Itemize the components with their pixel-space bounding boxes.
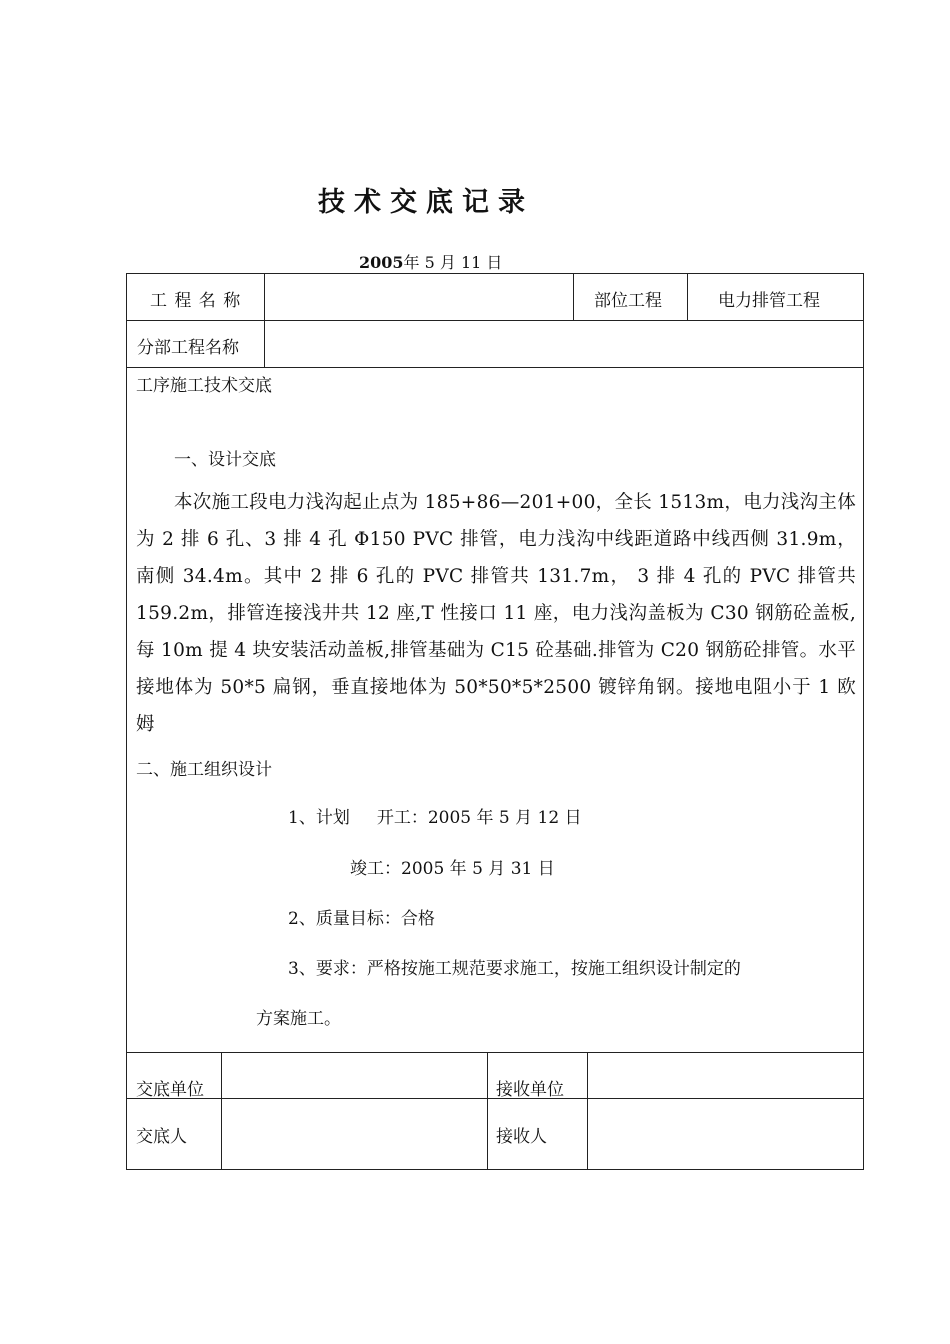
receiver-person-label: 接收人: [496, 1127, 547, 1147]
project-name-label: 工 程 名 称: [150, 291, 242, 311]
table-divider: [487, 1052, 488, 1169]
content-heading: 工序施工技术交底: [136, 376, 272, 396]
table-divider: [687, 273, 688, 320]
table-divider: [126, 1098, 864, 1099]
table-border-right: [863, 273, 864, 1170]
document-title: 技术交底记录: [318, 187, 534, 218]
subsection-label: 分部工程名称: [137, 338, 239, 358]
table-border-bottom: [126, 1169, 864, 1170]
document-date: [359, 250, 502, 273]
giver-person-label: 交底人: [136, 1127, 187, 1147]
table-border-left: [126, 273, 127, 1170]
org-heading: 二、施工组织设计: [136, 760, 272, 780]
table-divider: [573, 273, 574, 320]
table-divider: [126, 1052, 864, 1053]
table-divider: [221, 1052, 222, 1169]
design-heading: 一、设计交底: [174, 450, 276, 470]
section-value: 电力排管工程: [718, 291, 820, 311]
finish-line: 竣工：2005 年 5 月 31 日: [350, 859, 555, 879]
table-divider: [587, 1052, 588, 1169]
receiver-unit-label: 接收单位: [496, 1080, 564, 1100]
date-rest: 年 5 月 11 日: [403, 253, 503, 272]
quality-line: 2、质量目标：合格: [288, 909, 435, 929]
table-divider: [264, 273, 265, 368]
table-divider: [126, 320, 864, 321]
design-paragraph: 本次施工段电力浅沟起止点为 185+86—201+00，全长 1513m，电力浅沟主体为 2 排 6 孔、3 排 4 孔 Φ150 PVC 排管，电力浅沟中线距道路中线西侧 31.9m，南侧 34.4m。其中 2 排 6 孔的 PVC 排管共 131.7m， 3 排 4 孔的 PVC 排管共 159.2m，排管连接浅井共 12 座,T 性接口 11 座，电力浅沟盖板为 C30 钢筋砼盖板,每 10m 提 4 块安装活动盖板,排管基础为 C15 砼基础.排管为 C20 钢筋砼排管。水平接地体为 50*5 扁钢，垂直接地体为 50*50*5*2500 镀锌角钢。接地电阻小于 1 欧姆: [136, 492, 856, 735]
section-label: 部位工程: [594, 291, 662, 311]
giver-unit-label: 交底单位: [136, 1080, 204, 1100]
plan-line: 1、计划 开工：2005 年 5 月 12 日: [288, 808, 582, 828]
table-border-top: [126, 273, 864, 274]
requirement-line: 3、要求：严格按施工规范要求施工，按施工组织设计制定的: [288, 959, 741, 979]
table-divider: [126, 367, 864, 368]
requirement-line-continued: 方案施工。: [256, 1009, 341, 1029]
date-year: 2005: [359, 253, 404, 272]
